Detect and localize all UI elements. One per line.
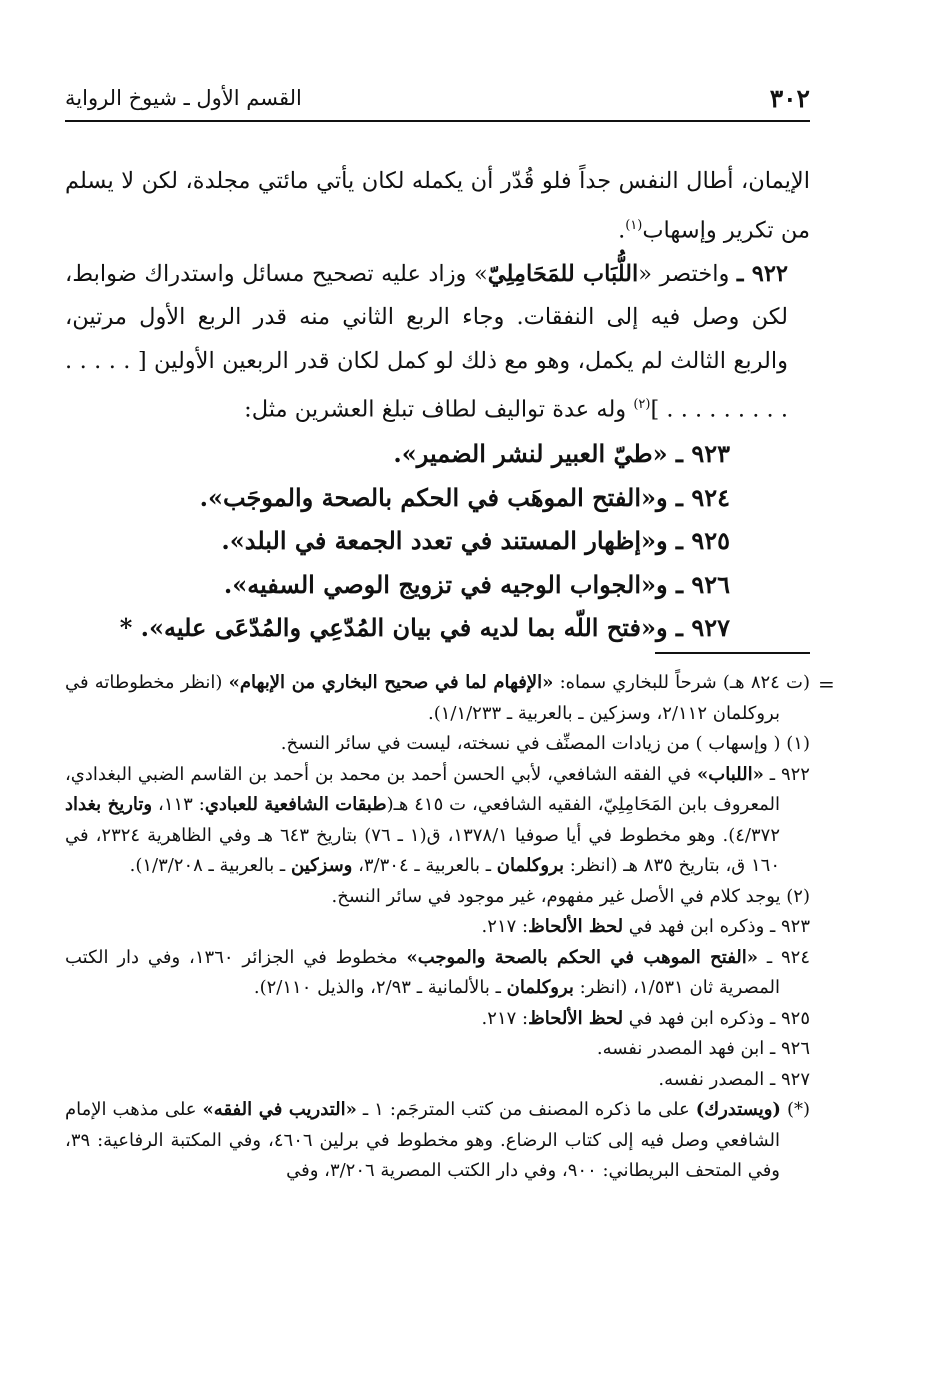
- footnote-927: ٩٢٧ ـ المصدر نفسه.: [658, 1068, 810, 1090]
- entry-number: ٩٢٢ ـ: [736, 260, 788, 287]
- footnote-926: ٩٢٦ ـ ابن فهد المصدر نفسه.: [596, 1038, 810, 1059]
- entry-926: ٩٢٦ ـ و«الجواب الوجيه في تزويج الوصي السفيه».: [223, 569, 730, 599]
- entry-923: ٩٢٣ ـ «طيّ العبير لنشر الضمير».: [393, 439, 730, 468]
- entry-927: ٩٢٧ ـ و«فتح اللّه بما لديه في بيان المُدّعِي والمُدّعَى عليه». *: [119, 613, 730, 642]
- entry-924: ٩٢٤ ـ و«الفتح الموهَب في الحكم بالصحة والموجَب».: [199, 482, 730, 512]
- footnote-star: (*) (ويستدرك) على ما ذكره المصنف من كتب المترجَم: ١ ـ «التدريب في الفقه» على مذهب الإمام الشافعي وصل فيه إلى كتاب الرضاع. وهو مخطوط في برلين ٤٦٠٦، وفي المكتبة الرفاعية: ٣٩، وفي المتحف البريطاني: ٩٠٠، وفي دار الكتب المصرية ٣/٢٠٦، وفي: [65, 1099, 810, 1181]
- footnote-924: ٩٢٤ ـ «الفتح الموهب في الحكم بالصحة والموجب» مخطوط في الجزائر ١٣٦٠، وفي دار الكتب المصرية ثان ١/٥٣١، (انظر: بروكلمان ـ بالألمانية ـ ٢/٩٣، والذيل ٢/١١٠).: [65, 946, 811, 998]
- continuation-mark: =: [818, 672, 835, 696]
- footnote-925: ٩٢٥ ـ وذكره ابن فهد في لحظ الألحاظ: ٢١٧.: [481, 1007, 810, 1029]
- footnote-1: (١) ( وإسهاب ) من زيادات المصنِّف في نسخته، ليست في سائر النسخ.: [280, 733, 810, 754]
- footnote-ref-2[interactable]: (٢): [633, 397, 651, 412]
- book-title: اللُّبَاب للمَحَامِلِيّ: [487, 260, 639, 287]
- footnote-ref-1[interactable]: (١): [625, 217, 643, 233]
- main-text: [65, 160, 810, 650]
- paragraph-922: ٩٢٢ ـ واختصر «اللُّبَاب للمَحَامِلِيّ» وزاد عليه تصحيح مسائل واستدراك ضوابط، لكن وصل فيه إلى النفقات. وجاء الربع الثاني منه قدر الربع الأول مرتين، والربع الثالث لم يكمل، وهو مع ذلك لو كمل لكان قدر الربعين الأولين [ . . . . . . . . . . . . . . ]$^{(٢)}$ وله عدة تواليف لطاف تبلغ العشرين مثل:: [65, 260, 788, 423]
- footnote-923: ٩٢٣ ـ وذكره ابن فهد في لحظ الألحاظ: ٢١٧.: [481, 916, 810, 937]
- running-head: القسم الأول ـ شيوخ الرواية: [65, 86, 302, 110]
- footnote-922: ٩٢٢ ـ «اللباب» في الفقه الشافعي، لأبي الحسن أحمد بن محمد بن أحمد بن القاسم الضبي البغدادي، المعروف بابن المَحَامِلِيّ، الفقيه الشافعي، ت ٤١٥ هـ(طبقات الشافعية للعبادي: ١١٣، وتاريخ بغداد ٤/٣٧٢). وهو مخطوط في أيا صوفيا ١٣٧٨/١، ق(١ ـ ٧٦) بتاريخ ٦٤٣ هـ وفي الظاهرية ٢٣٢٤، في ١٦٠ ق، بتاريخ ٨٣٥ هـ (انظر: بروكلمان ـ بالعربية ـ ٣/٣٠٤، وسزكين ـ بالعربية ـ ١/٣/٢٠٨).: [65, 763, 810, 876]
- footnote-2: (٢) يوجد كلام في الأصل غير مفهوم، غير موجود في سائر النسخ.: [331, 885, 810, 907]
- footnote-continued: (ت ٨٢٤ هـ) شرحاً للبخاري سماه: «الإفهام لما في صحيح البخاري من الإبهام» (انظر مخطوطاته في بروكلمان ٢/١١٢، وسزكين ـ بالعربية ـ ١/١/٢٣٣).: [65, 672, 810, 724]
- footnote-rule: [655, 652, 810, 654]
- entry-925: ٩٢٥ ـ و«إظهار المستند في تعدد الجمعة في البلد».: [221, 526, 730, 555]
- page-number: ٣٠٢: [769, 84, 810, 113]
- page-header: [65, 84, 810, 120]
- header-rule: [65, 120, 810, 122]
- footnotes: [65, 668, 810, 1187]
- paragraph-1: الإيمان، أطال النفس جداً فلو قُدّر أن يكمله لكان يأتي مائتي مجلدة، لكن لا يسلم من تكرير وإسهاب$^{(١)}$.: [65, 168, 810, 243]
